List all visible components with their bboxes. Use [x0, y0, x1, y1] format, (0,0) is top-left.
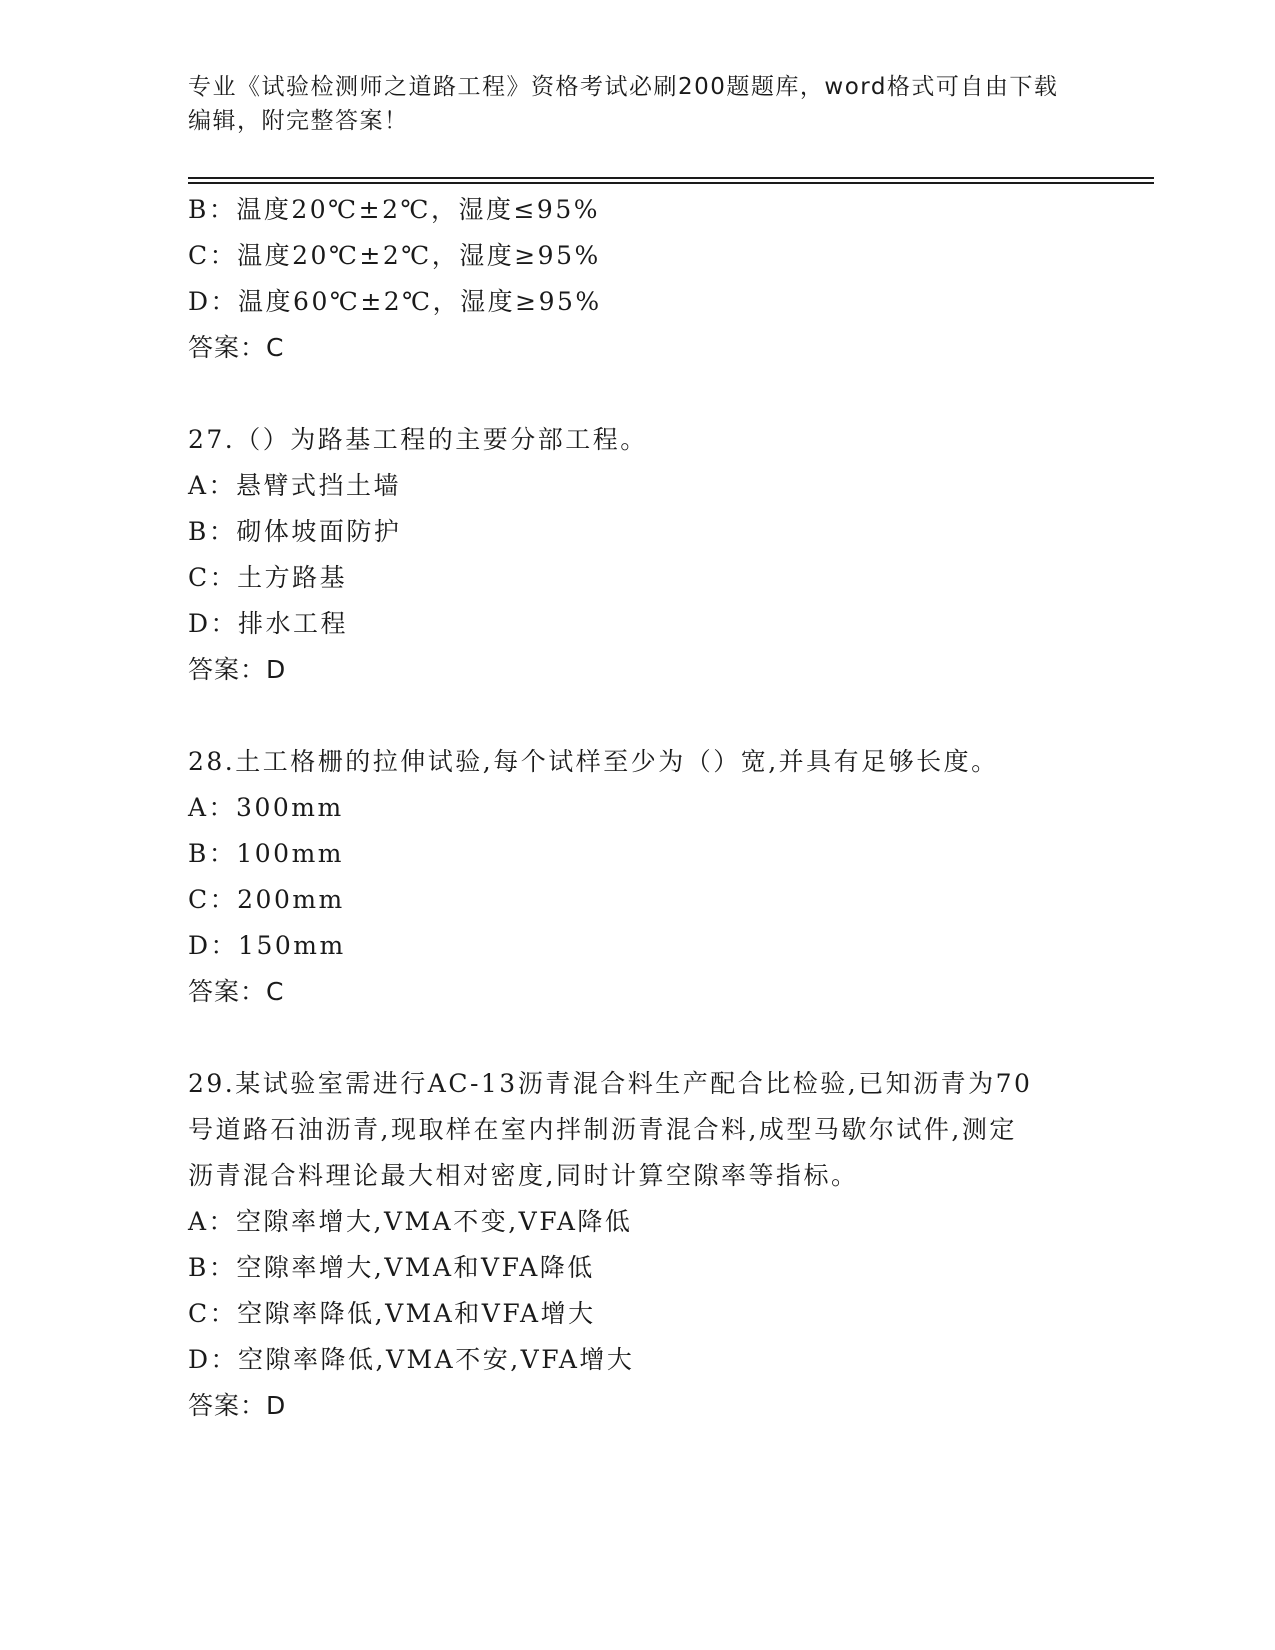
- option-a: A：空隙率增大,VMA不变,VFA降低: [188, 1207, 633, 1236]
- option-c: C：温度20℃±2℃，湿度≥95%: [188, 241, 601, 270]
- answer: 答案：D: [188, 1391, 287, 1420]
- header-rule-top: [188, 177, 1154, 179]
- question-list: [188, 187, 1088, 1429]
- question-stem-line-3: 沥青混合料理论最大相对密度,同时计算空隙率等指标。: [188, 1161, 859, 1190]
- question-29: [188, 1061, 1088, 1429]
- question-stem-line-2: 号道路石油沥青,现取样在室内拌制沥青混合料,成型马歇尔试件,测定: [188, 1115, 1017, 1144]
- answer: 答案：C: [188, 333, 285, 362]
- option-a: A：悬臂式挡土墙: [188, 471, 402, 500]
- option-d: D：空隙率降低,VMA不安,VFA增大: [188, 1345, 635, 1374]
- option-d: D：排水工程: [188, 609, 349, 638]
- header-line-2: 编辑，附完整答案！: [188, 108, 409, 134]
- option-c: C：空隙率降低,VMA和VFA增大: [188, 1299, 596, 1328]
- option-c: C：土方路基: [188, 563, 348, 592]
- option-d: D：温度60℃±2℃，湿度≥95%: [188, 287, 602, 316]
- option-b: B：砌体坡面防护: [188, 517, 402, 546]
- option-c: C：200mm: [188, 885, 345, 914]
- answer: 答案：D: [188, 655, 287, 684]
- option-b: B：空隙率增大,VMA和VFA降低: [188, 1253, 595, 1282]
- question-stem: 27.（）为路基工程的主要分部工程。: [188, 425, 648, 454]
- question-stem-line-1: 29.某试验室需进行AC-13沥青混合料生产配合比检验,已知沥青为70: [188, 1069, 1033, 1098]
- question-27: [188, 417, 1088, 693]
- document-header: [188, 70, 1088, 138]
- answer: 答案：C: [188, 977, 285, 1006]
- question-stem: 28.土工格栅的拉伸试验,每个试样至少为（）宽,并具有足够长度。: [188, 747, 999, 776]
- header-line-1: 专业《试验检测师之道路工程》资格考试必刷200题题库，word格式可自由下载: [188, 74, 1059, 100]
- option-d: D：150mm: [188, 931, 346, 960]
- option-b: B：100mm: [188, 839, 345, 868]
- option-b: B：温度20℃±2℃，湿度≤95%: [188, 195, 600, 224]
- question-26-continued: [188, 187, 1088, 371]
- question-28: [188, 739, 1088, 1015]
- header-rule-bottom: [188, 182, 1154, 184]
- option-a: A：300mm: [188, 793, 344, 822]
